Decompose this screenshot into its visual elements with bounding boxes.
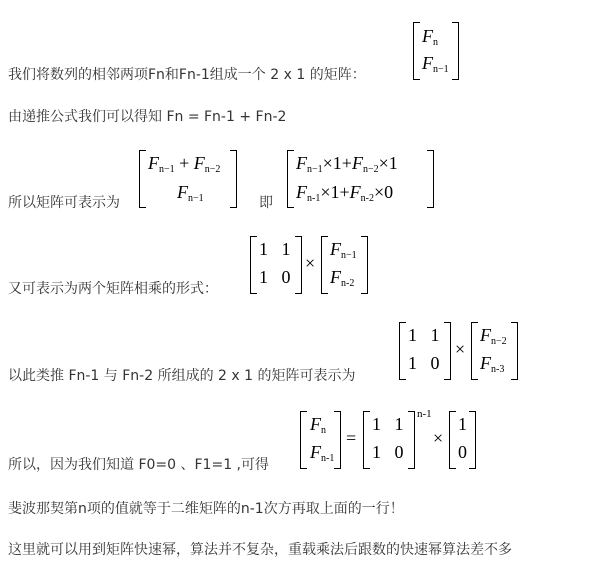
left-bracket <box>363 411 370 469</box>
matrix-cell: $F_{n-1}\times 1+F_{n-2}\times 0$ <box>296 182 394 204</box>
times-sign: × <box>433 428 444 448</box>
right-bracket <box>427 150 434 208</box>
text-line-7: 斐波那契第n项的值就等于二维矩阵的n-1次方再取上面的一行！ <box>8 501 404 517</box>
times-sign: × <box>455 339 466 359</box>
matrix-cell: 0 <box>458 442 467 462</box>
matrix-cell: 1 0 <box>372 442 404 462</box>
matrix-cell: $F_{n-1}\times 1+F_{n-2}\times 1$ <box>296 153 398 175</box>
matrix-cell: $F_{n-3}$ <box>480 353 505 375</box>
times-sign: × <box>305 253 316 273</box>
matrix-cell: 1 <box>458 414 467 434</box>
matrix-cell: 1 1 <box>372 414 404 434</box>
right-bracket <box>230 150 237 208</box>
matrix-cell: $F_{n-2}$ <box>480 325 507 347</box>
matrix-exponent: n-1 <box>417 408 432 420</box>
matrix-cell: $F_{n-1}$ <box>177 182 204 204</box>
matrix-cell: 1 0 <box>408 353 440 373</box>
left-bracket <box>471 322 478 380</box>
text-line-6: 所以，因为我们知道 F0=0 、F1=1 ,可得 <box>8 457 269 473</box>
right-bracket <box>334 411 341 469</box>
right-bracket <box>452 22 459 80</box>
matrix-cell: $F_{n-1}$ <box>310 442 335 464</box>
right-bracket <box>511 322 518 380</box>
right-bracket <box>469 411 476 469</box>
left-bracket <box>449 411 456 469</box>
left-bracket <box>139 150 146 208</box>
matrix-cell: 1 1 <box>408 325 440 345</box>
left-bracket <box>321 236 328 294</box>
matrix-cell: $F_{n-2}$ <box>330 267 355 289</box>
text-line-2: 由递推公式我们可以得知 Fn = Fn-1 + Fn-2 <box>8 109 287 125</box>
left-bracket <box>300 411 307 469</box>
right-bracket <box>361 236 368 294</box>
equals-sign: = <box>346 428 357 448</box>
left-bracket <box>287 150 294 208</box>
matrix-cell: $F_{n-1} + F_{n-2}$ <box>148 153 221 175</box>
matrix-cell: $F_{n-1}$ <box>330 239 357 261</box>
right-bracket <box>444 322 451 380</box>
matrix-cell: 1 1 <box>259 239 291 259</box>
text-line-3: 所以矩阵可表示为 <box>8 195 120 211</box>
matrix-cell: $F_n$ <box>422 26 438 48</box>
text-line-4: 又可表示为两个矩阵相乘的形式： <box>8 281 218 297</box>
text-line-5: 以此类推 Fn-1 与 Fn-2 所组成的 2 x 1 的矩阵可表示为 <box>8 368 356 384</box>
right-bracket <box>295 236 302 294</box>
matrix-cell: $F_{n-1}$ <box>422 53 449 75</box>
left-bracket <box>399 322 406 380</box>
text-line-1: 我们将数列的相邻两项Fn和Fn-1组成一个 2 x 1 的矩阵： <box>8 67 366 83</box>
matrix-cell: 1 0 <box>259 267 291 287</box>
matrix-cell: $F_n$ <box>310 414 326 436</box>
left-bracket <box>250 236 257 294</box>
text-line-8: 这里就可以用到矩阵快速幂，算法并不复杂，重载乘法后跟数的快速幂算法差不多 <box>8 542 512 558</box>
right-bracket <box>408 411 415 469</box>
text-ji: 即 <box>259 195 273 211</box>
left-bracket <box>413 22 420 80</box>
